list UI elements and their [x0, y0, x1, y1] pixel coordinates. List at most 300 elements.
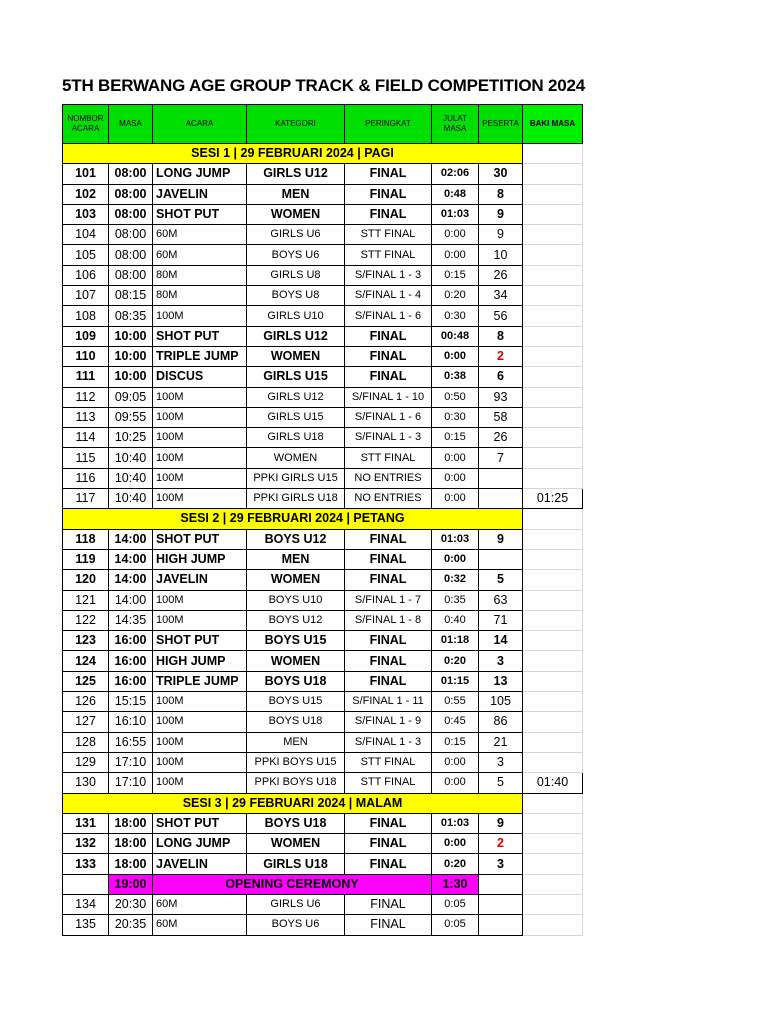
event-remaining-time — [523, 834, 583, 854]
event-duration: 0:30 — [432, 407, 479, 427]
event-number: 120 — [63, 570, 109, 590]
table-row — [63, 773, 583, 793]
event-time: 14:00 — [109, 570, 153, 590]
event-category: GIRLS U6 — [247, 225, 345, 245]
event-round: S/FINAL 1 - 3 — [345, 265, 432, 285]
event-duration: 01:03 — [432, 813, 479, 833]
event-participants: 26 — [479, 428, 523, 448]
event-category: GIRLS U8 — [247, 265, 345, 285]
event-name: 100M — [153, 407, 247, 427]
event-duration: 01:03 — [432, 529, 479, 549]
event-time: 16:00 — [109, 631, 153, 651]
event-name: TRIPLE JUMP — [153, 671, 247, 691]
table-row — [63, 245, 583, 265]
event-category: BOYS U10 — [247, 590, 345, 610]
event-duration: 0:15 — [432, 265, 479, 285]
event-number: 102 — [63, 184, 109, 204]
event-name: 60M — [153, 225, 247, 245]
event-name: 100M — [153, 448, 247, 468]
event-name: 80M — [153, 286, 247, 306]
event-category: WOMEN — [247, 204, 345, 224]
event-time: 14:00 — [109, 549, 153, 569]
event-duration: 0:35 — [432, 590, 479, 610]
event-category: BOYS U18 — [247, 813, 345, 833]
event-time: 18:00 — [109, 834, 153, 854]
event-time: 08:00 — [109, 225, 153, 245]
header-masa: MASA — [109, 105, 153, 144]
event-number: 117 — [63, 489, 109, 509]
event-number: 125 — [63, 671, 109, 691]
event-remaining-time — [523, 631, 583, 651]
session-row — [63, 509, 583, 529]
table-row — [63, 448, 583, 468]
event-participants: 7 — [479, 448, 523, 468]
event-duration: 0:00 — [432, 468, 479, 488]
event-duration: 0:05 — [432, 915, 479, 935]
table-row — [63, 468, 583, 488]
event-category: BOYS U18 — [247, 712, 345, 732]
event-participants — [479, 549, 523, 569]
session-row — [63, 144, 583, 164]
event-duration: 0:00 — [432, 834, 479, 854]
event-participants: 21 — [479, 732, 523, 752]
header-baki-masa: BAKI MASA — [523, 105, 583, 144]
event-number: 123 — [63, 631, 109, 651]
event-time: 16:55 — [109, 732, 153, 752]
event-number: 119 — [63, 549, 109, 569]
event-category: WOMEN — [247, 834, 345, 854]
ceremony-row — [63, 874, 583, 894]
ceremony-time: 19:00 — [109, 874, 153, 894]
event-name: TRIPLE JUMP — [153, 346, 247, 366]
event-remaining-time — [523, 813, 583, 833]
event-name: 100M — [153, 692, 247, 712]
ceremony-baki-cell — [523, 874, 583, 894]
event-round: FINAL — [345, 326, 432, 346]
event-remaining-time — [523, 590, 583, 610]
event-duration: 0:05 — [432, 894, 479, 914]
session-row — [63, 793, 583, 813]
schedule-table — [62, 104, 583, 936]
event-time: 18:00 — [109, 854, 153, 874]
event-remaining-time: 01:25 — [523, 489, 583, 509]
event-name: 100M — [153, 590, 247, 610]
event-category: WOMEN — [247, 570, 345, 590]
event-round: S/FINAL 1 - 7 — [345, 590, 432, 610]
table-row — [63, 610, 583, 630]
table-row — [63, 752, 583, 772]
event-remaining-time — [523, 407, 583, 427]
event-round: FINAL — [345, 631, 432, 651]
event-remaining-time — [523, 651, 583, 671]
event-round: S/FINAL 1 - 10 — [345, 387, 432, 407]
event-name: 100M — [153, 306, 247, 326]
event-duration: 0:00 — [432, 448, 479, 468]
event-category: PPKI BOYS U15 — [247, 752, 345, 772]
event-time: 09:55 — [109, 407, 153, 427]
event-duration: 0:20 — [432, 651, 479, 671]
event-participants — [479, 468, 523, 488]
event-time: 10:25 — [109, 428, 153, 448]
event-duration: 01:15 — [432, 671, 479, 691]
event-round: S/FINAL 1 - 9 — [345, 712, 432, 732]
event-number: 104 — [63, 225, 109, 245]
event-category: GIRLS U6 — [247, 894, 345, 914]
event-number: 107 — [63, 286, 109, 306]
event-duration: 0:45 — [432, 712, 479, 732]
event-participants: 9 — [479, 813, 523, 833]
event-remaining-time — [523, 529, 583, 549]
event-category: GIRLS U12 — [247, 326, 345, 346]
event-remaining-time — [523, 306, 583, 326]
event-round: FINAL — [345, 813, 432, 833]
event-time: 10:40 — [109, 489, 153, 509]
event-time: 16:00 — [109, 671, 153, 691]
table-row — [63, 225, 583, 245]
table-row — [63, 590, 583, 610]
event-remaining-time — [523, 428, 583, 448]
event-duration: 0:00 — [432, 773, 479, 793]
event-category: WOMEN — [247, 448, 345, 468]
event-number: 105 — [63, 245, 109, 265]
event-duration: 0:38 — [432, 367, 479, 387]
event-time: 10:40 — [109, 468, 153, 488]
event-participants: 6 — [479, 367, 523, 387]
event-participants: 86 — [479, 712, 523, 732]
table-row — [63, 428, 583, 448]
table-row — [63, 712, 583, 732]
header-nombor-acara: NOMBOR ACARA — [63, 105, 109, 144]
event-name: JAVELIN — [153, 854, 247, 874]
event-participants: 5 — [479, 570, 523, 590]
event-round: FINAL — [345, 346, 432, 366]
event-remaining-time — [523, 326, 583, 346]
event-time: 10:40 — [109, 448, 153, 468]
event-time: 09:05 — [109, 387, 153, 407]
event-participants: 3 — [479, 854, 523, 874]
event-round: FINAL — [345, 184, 432, 204]
event-participants: 10 — [479, 245, 523, 265]
event-number: 103 — [63, 204, 109, 224]
event-number: 130 — [63, 773, 109, 793]
event-name: SHOT PUT — [153, 204, 247, 224]
event-name: SHOT PUT — [153, 631, 247, 651]
event-category: MEN — [247, 184, 345, 204]
event-name: LONG JUMP — [153, 164, 247, 184]
event-remaining-time — [523, 712, 583, 732]
event-round: FINAL — [345, 549, 432, 569]
session-empty-cell — [523, 793, 583, 813]
event-category: MEN — [247, 549, 345, 569]
table-row — [63, 489, 583, 509]
event-participants: 3 — [479, 651, 523, 671]
event-round: FINAL — [345, 164, 432, 184]
event-remaining-time — [523, 671, 583, 691]
table-row — [63, 894, 583, 914]
event-time: 08:35 — [109, 306, 153, 326]
event-number: 113 — [63, 407, 109, 427]
event-number: 133 — [63, 854, 109, 874]
event-name: 100M — [153, 752, 247, 772]
event-category: GIRLS U18 — [247, 428, 345, 448]
event-round: FINAL — [345, 529, 432, 549]
event-round: S/FINAL 1 - 3 — [345, 732, 432, 752]
event-time: 08:00 — [109, 164, 153, 184]
event-category: GIRLS U18 — [247, 854, 345, 874]
event-category: PPKI GIRLS U15 — [247, 468, 345, 488]
event-remaining-time — [523, 692, 583, 712]
event-remaining-time — [523, 448, 583, 468]
event-category: WOMEN — [247, 651, 345, 671]
session-label: SESI 2 | 29 FEBRUARI 2024 | PETANG — [63, 509, 523, 529]
table-row — [63, 915, 583, 935]
event-remaining-time — [523, 549, 583, 569]
event-participants: 8 — [479, 326, 523, 346]
event-participants: 2 — [479, 834, 523, 854]
event-round: S/FINAL 1 - 11 — [345, 692, 432, 712]
event-participants — [479, 489, 523, 509]
table-row — [63, 570, 583, 590]
event-number: 129 — [63, 752, 109, 772]
event-number: 131 — [63, 813, 109, 833]
event-time: 08:00 — [109, 204, 153, 224]
event-category: GIRLS U12 — [247, 387, 345, 407]
event-participants: 9 — [479, 225, 523, 245]
event-number: 115 — [63, 448, 109, 468]
event-category: BOYS U18 — [247, 671, 345, 691]
event-participants: 26 — [479, 265, 523, 285]
event-category: GIRLS U15 — [247, 407, 345, 427]
event-participants: 105 — [479, 692, 523, 712]
event-category: BOYS U6 — [247, 245, 345, 265]
event-round: S/FINAL 1 - 3 — [345, 428, 432, 448]
event-participants: 71 — [479, 610, 523, 630]
event-remaining-time — [523, 854, 583, 874]
event-duration: 0:30 — [432, 306, 479, 326]
event-participants: 63 — [479, 590, 523, 610]
event-time: 10:00 — [109, 326, 153, 346]
event-duration: 0:00 — [432, 245, 479, 265]
event-name: 100M — [153, 468, 247, 488]
table-row — [63, 367, 583, 387]
event-remaining-time — [523, 245, 583, 265]
event-name: DISCUS — [153, 367, 247, 387]
event-round: STT FINAL — [345, 448, 432, 468]
page-title: 5TH BERWANG AGE GROUP TRACK & FIELD COMPETITION 2024 — [62, 76, 585, 95]
event-participants: 2 — [479, 346, 523, 366]
event-time: 20:35 — [109, 915, 153, 935]
event-participants: 93 — [479, 387, 523, 407]
event-round: FINAL — [345, 570, 432, 590]
event-participants: 5 — [479, 773, 523, 793]
event-remaining-time — [523, 732, 583, 752]
event-name: LONG JUMP — [153, 834, 247, 854]
table-row — [63, 651, 583, 671]
event-duration: 0:00 — [432, 549, 479, 569]
event-name: HIGH JUMP — [153, 549, 247, 569]
event-category: BOYS U15 — [247, 631, 345, 651]
event-duration: 01:03 — [432, 204, 479, 224]
event-name: SHOT PUT — [153, 529, 247, 549]
event-duration: 0:55 — [432, 692, 479, 712]
event-name: JAVELIN — [153, 184, 247, 204]
event-name: 60M — [153, 245, 247, 265]
session-label: SESI 1 | 29 FEBRUARI 2024 | PAGI — [63, 144, 523, 164]
event-number: 118 — [63, 529, 109, 549]
event-duration: 0:32 — [432, 570, 479, 590]
event-number: 122 — [63, 610, 109, 630]
event-remaining-time — [523, 164, 583, 184]
table-row — [63, 549, 583, 569]
event-name: 100M — [153, 489, 247, 509]
event-round: FINAL — [345, 915, 432, 935]
event-time: 14:35 — [109, 610, 153, 630]
event-time: 16:00 — [109, 651, 153, 671]
event-round: STT FINAL — [345, 752, 432, 772]
event-duration: 0:15 — [432, 428, 479, 448]
event-name: 100M — [153, 773, 247, 793]
event-remaining-time — [523, 610, 583, 630]
event-category: PPKI GIRLS U18 — [247, 489, 345, 509]
event-category: BOYS U8 — [247, 286, 345, 306]
event-category: BOYS U12 — [247, 529, 345, 549]
event-number: 112 — [63, 387, 109, 407]
event-name: 100M — [153, 732, 247, 752]
event-number: 127 — [63, 712, 109, 732]
table-row — [63, 854, 583, 874]
event-category: WOMEN — [247, 346, 345, 366]
table-row — [63, 813, 583, 833]
ceremony-duration: 1:30 — [432, 874, 479, 894]
event-category: GIRLS U15 — [247, 367, 345, 387]
header-peringkat: PERINGKAT — [345, 105, 432, 144]
event-number: 135 — [63, 915, 109, 935]
event-duration: 00:48 — [432, 326, 479, 346]
event-duration: 0:20 — [432, 854, 479, 874]
event-duration: 0:40 — [432, 610, 479, 630]
event-remaining-time — [523, 570, 583, 590]
event-remaining-time — [523, 387, 583, 407]
schedule-sheet — [62, 68, 585, 936]
event-number: 101 — [63, 164, 109, 184]
event-category: BOYS U12 — [247, 610, 345, 630]
event-name: SHOT PUT — [153, 326, 247, 346]
ceremony-no-cell — [63, 874, 109, 894]
event-name: HIGH JUMP — [153, 651, 247, 671]
event-time: 18:00 — [109, 813, 153, 833]
event-number: 111 — [63, 367, 109, 387]
event-number: 114 — [63, 428, 109, 448]
event-remaining-time — [523, 367, 583, 387]
session-label: SESI 3 | 29 FEBRUARI 2024 | MALAM — [63, 793, 523, 813]
session-empty-cell — [523, 509, 583, 529]
table-row — [63, 529, 583, 549]
event-remaining-time — [523, 184, 583, 204]
event-round: STT FINAL — [345, 245, 432, 265]
event-number: 132 — [63, 834, 109, 854]
event-remaining-time — [523, 346, 583, 366]
event-round: FINAL — [345, 651, 432, 671]
ceremony-label: OPENING CEREMONY — [153, 874, 432, 894]
event-round: STT FINAL — [345, 773, 432, 793]
table-row — [63, 834, 583, 854]
event-number: 128 — [63, 732, 109, 752]
event-remaining-time — [523, 752, 583, 772]
event-time: 20:30 — [109, 894, 153, 914]
ceremony-peserta-cell — [479, 874, 523, 894]
event-number: 106 — [63, 265, 109, 285]
event-name: 100M — [153, 387, 247, 407]
event-duration: 01:18 — [432, 631, 479, 651]
event-number: 110 — [63, 346, 109, 366]
table-row — [63, 265, 583, 285]
event-time: 08:15 — [109, 286, 153, 306]
event-number: 108 — [63, 306, 109, 326]
event-time: 17:10 — [109, 752, 153, 772]
event-duration: 0:20 — [432, 286, 479, 306]
event-name: 60M — [153, 894, 247, 914]
event-participants — [479, 915, 523, 935]
event-time: 08:00 — [109, 265, 153, 285]
event-round: S/FINAL 1 - 6 — [345, 407, 432, 427]
event-participants: 8 — [479, 184, 523, 204]
event-time: 08:00 — [109, 184, 153, 204]
event-round: NO ENTRIES — [345, 468, 432, 488]
table-row — [63, 204, 583, 224]
table-row — [63, 326, 583, 346]
event-participants: 9 — [479, 529, 523, 549]
event-category: GIRLS U12 — [247, 164, 345, 184]
event-round: S/FINAL 1 - 6 — [345, 306, 432, 326]
event-duration: 0:00 — [432, 752, 479, 772]
table-row — [63, 184, 583, 204]
header-acara: ACARA — [153, 105, 247, 144]
event-round: FINAL — [345, 367, 432, 387]
event-name: 60M — [153, 915, 247, 935]
event-number: 124 — [63, 651, 109, 671]
table-row — [63, 631, 583, 651]
event-duration: 0:50 — [432, 387, 479, 407]
event-round: NO ENTRIES — [345, 489, 432, 509]
event-remaining-time — [523, 265, 583, 285]
event-time: 17:10 — [109, 773, 153, 793]
header-kategori: KATEGORI — [247, 105, 345, 144]
event-participants: 34 — [479, 286, 523, 306]
event-name: 100M — [153, 428, 247, 448]
event-round: FINAL — [345, 204, 432, 224]
event-name: 100M — [153, 712, 247, 732]
event-participants: 14 — [479, 631, 523, 651]
event-duration: 0:15 — [432, 732, 479, 752]
event-round: FINAL — [345, 671, 432, 691]
event-number: 109 — [63, 326, 109, 346]
event-time: 14:00 — [109, 590, 153, 610]
header-row — [63, 105, 583, 144]
header-julat-masa: JULAT MASA — [432, 105, 479, 144]
event-participants: 58 — [479, 407, 523, 427]
event-round: S/FINAL 1 - 4 — [345, 286, 432, 306]
event-duration: 0:48 — [432, 184, 479, 204]
table-row — [63, 286, 583, 306]
event-category: GIRLS U10 — [247, 306, 345, 326]
event-time: 10:00 — [109, 367, 153, 387]
event-name: SHOT PUT — [153, 813, 247, 833]
event-round: FINAL — [345, 854, 432, 874]
event-name: 80M — [153, 265, 247, 285]
event-time: 08:00 — [109, 245, 153, 265]
event-remaining-time — [523, 915, 583, 935]
event-time: 14:00 — [109, 529, 153, 549]
